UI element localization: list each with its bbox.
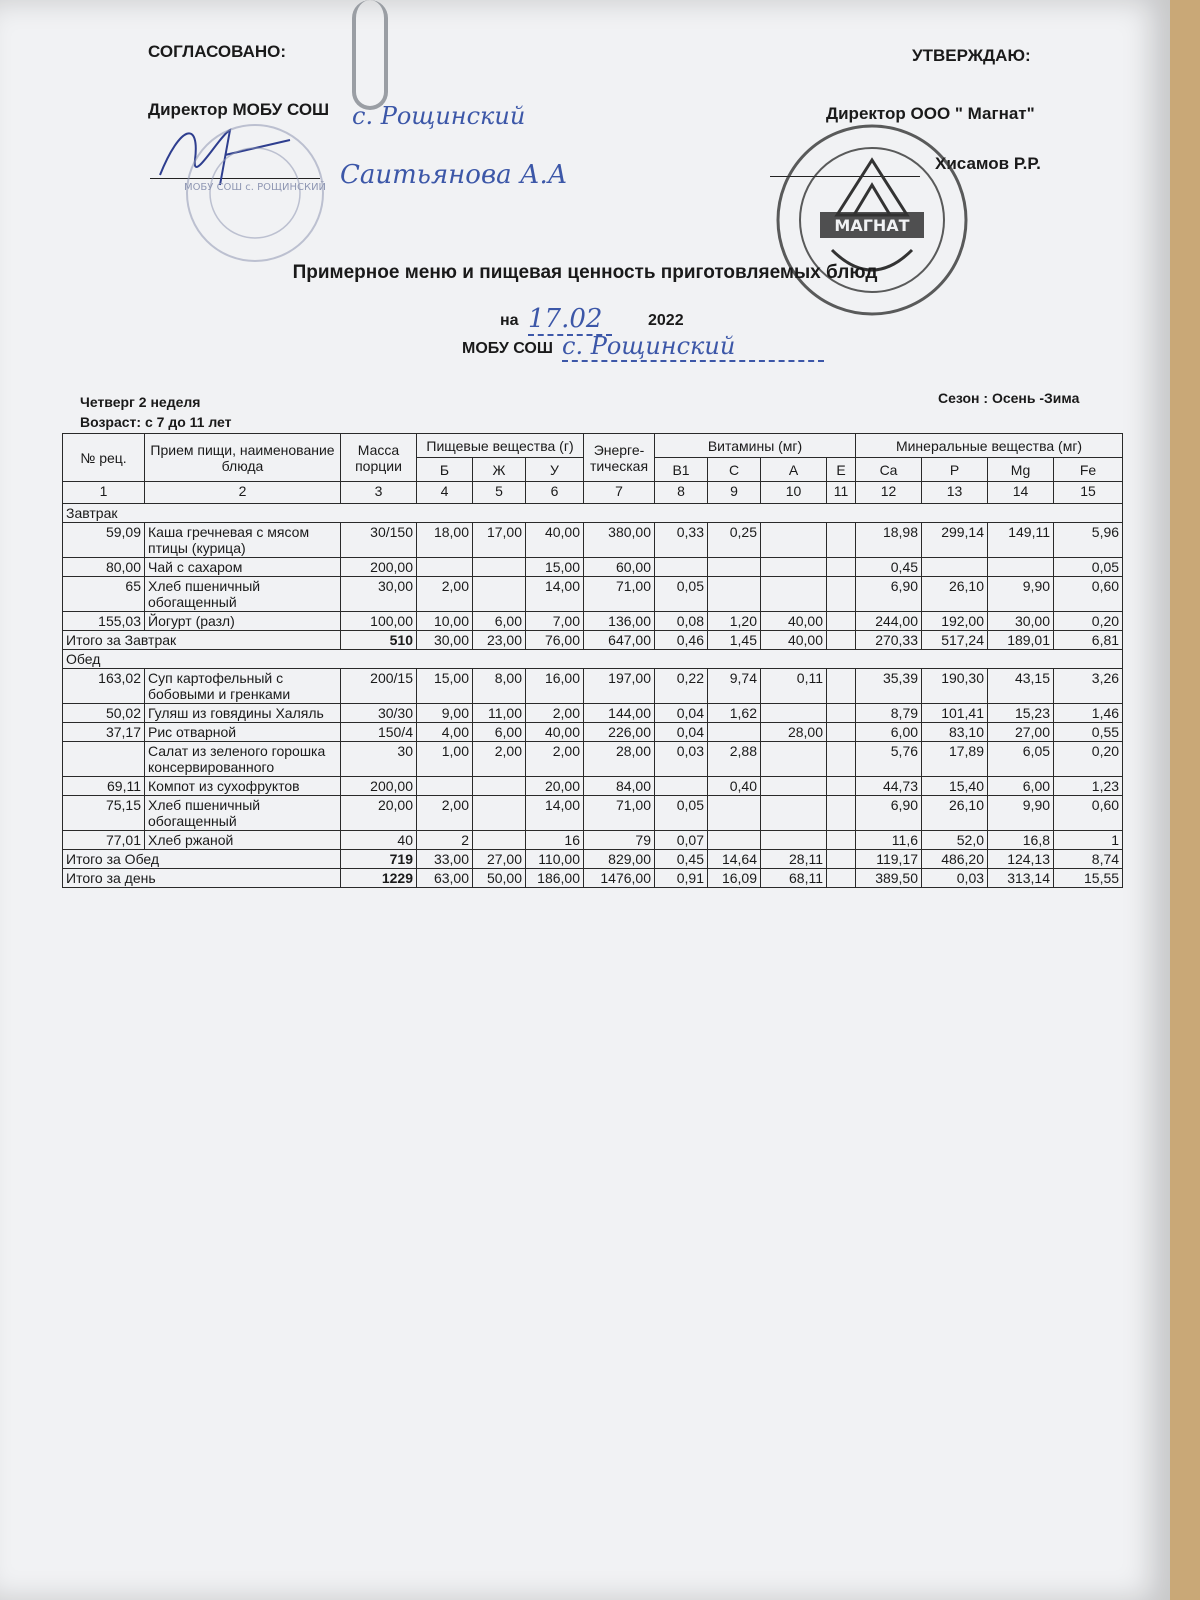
subheader-cell: Fe (1054, 458, 1123, 482)
index-cell: 8 (655, 482, 708, 504)
total-value: 186,00 (526, 869, 584, 888)
value-cell: 0,05 (1054, 558, 1123, 577)
value-cell (761, 558, 827, 577)
value-cell: 3,26 (1054, 669, 1123, 704)
value-cell: 0,08 (655, 612, 708, 631)
value-cell: 1,62 (708, 704, 761, 723)
value-cell (761, 796, 827, 831)
total-mass: 719 (341, 850, 417, 869)
index-cell: 5 (473, 482, 526, 504)
value-cell (988, 558, 1054, 577)
value-cell: 16,00 (526, 669, 584, 704)
value-cell: 83,10 (922, 723, 988, 742)
value-cell: 136,00 (584, 612, 655, 631)
total-value: 6,81 (1054, 631, 1123, 650)
value-cell: 197,00 (584, 669, 655, 704)
total-label: Итого за Обед (63, 850, 341, 869)
value-cell: 7,00 (526, 612, 584, 631)
value-cell: 26,10 (922, 577, 988, 612)
value-cell: 2,00 (526, 704, 584, 723)
table-row (63, 742, 1123, 777)
dish-name: Суп картофельный с бобовыми и гренками (145, 669, 341, 704)
total-value (827, 869, 856, 888)
approve-label: УТВЕРЖДАЮ: (912, 46, 1031, 65)
index-cell: 12 (856, 482, 922, 504)
index-cell: 11 (827, 482, 856, 504)
section-row (63, 650, 1123, 669)
index-cell: 15 (1054, 482, 1123, 504)
agreed-place-handwritten: с. Рощинский (352, 102, 526, 130)
value-cell: 101,41 (922, 704, 988, 723)
value-cell (761, 777, 827, 796)
age-label: Возраст: с 7 до 11 лет (80, 414, 232, 430)
value-cell: 5,76 (856, 742, 922, 777)
value-cell (473, 558, 526, 577)
recipe-number: 37,17 (63, 723, 145, 742)
recipe-number (63, 742, 145, 777)
value-cell: 17,00 (473, 523, 526, 558)
approve-name: Хисамов Р.Р. (935, 154, 1041, 173)
value-cell (761, 523, 827, 558)
table-row (63, 723, 1123, 742)
value-cell: 1,20 (708, 612, 761, 631)
dish-name: Салат из зеленого горошка консервированного (145, 742, 341, 777)
dish-name: Гуляш из говядины Халяль (145, 704, 341, 723)
value-cell: 16,8 (988, 831, 1054, 850)
value-cell (417, 777, 473, 796)
total-value: 829,00 (584, 850, 655, 869)
total-row (63, 631, 1123, 650)
value-cell: 20,00 (341, 796, 417, 831)
value-cell: 0,04 (655, 704, 708, 723)
date-prefix: на (500, 312, 519, 329)
recipe-number: 163,02 (63, 669, 145, 704)
value-cell: 52,0 (922, 831, 988, 850)
value-cell: 10,00 (417, 612, 473, 631)
value-cell (922, 558, 988, 577)
recipe-number: 75,15 (63, 796, 145, 831)
value-cell: 44,73 (856, 777, 922, 796)
value-cell: 200,00 (341, 777, 417, 796)
value-cell (827, 577, 856, 612)
index-cell: 13 (922, 482, 988, 504)
dish-name: Хлеб ржаной (145, 831, 341, 850)
school-stamp (180, 118, 330, 268)
value-cell: 0,04 (655, 723, 708, 742)
section-title: Завтрак (63, 504, 1123, 523)
value-cell: 1 (1054, 831, 1123, 850)
value-cell (761, 704, 827, 723)
value-cell: 0,33 (655, 523, 708, 558)
season-label: Сезон : Осень -Зима (938, 390, 1080, 406)
value-cell: 17,89 (922, 742, 988, 777)
value-cell: 100,00 (341, 612, 417, 631)
total-mass: 1229 (341, 869, 417, 888)
subheader-cell: А (761, 458, 827, 482)
school-prefix: МОБУ СОШ (462, 340, 553, 357)
value-cell: 18,00 (417, 523, 473, 558)
value-cell: 16 (526, 831, 584, 850)
value-cell: 2 (417, 831, 473, 850)
value-cell: 200,00 (341, 558, 417, 577)
total-value: 40,00 (761, 631, 827, 650)
value-cell: 9,90 (988, 577, 1054, 612)
index-cell: 6 (526, 482, 584, 504)
value-cell (473, 796, 526, 831)
value-cell: 9,90 (988, 796, 1054, 831)
recipe-number: 50,02 (63, 704, 145, 723)
total-value: 0,45 (655, 850, 708, 869)
value-cell: 20,00 (526, 777, 584, 796)
total-value: 517,24 (922, 631, 988, 650)
total-value: 0,91 (655, 869, 708, 888)
value-cell: 0,60 (1054, 577, 1123, 612)
value-cell: 6,90 (856, 577, 922, 612)
page-title: Примерное меню и пищевая ценность приготовляемых блюд (292, 262, 878, 283)
value-cell (708, 723, 761, 742)
value-cell (708, 796, 761, 831)
value-cell: 9,00 (417, 704, 473, 723)
index-cell: 2 (145, 482, 341, 504)
index-cell: 3 (341, 482, 417, 504)
value-cell (708, 831, 761, 850)
value-cell: 2,00 (526, 742, 584, 777)
dish-name: Компот из сухофруктов (145, 777, 341, 796)
agreed-name-handwritten: Саитьянова А.А (340, 160, 568, 190)
total-value: 647,00 (584, 631, 655, 650)
weekday-label: Четверг 2 неделя (80, 394, 201, 410)
total-value: 28,11 (761, 850, 827, 869)
paper-clip (352, 0, 388, 110)
value-cell: 15,40 (922, 777, 988, 796)
value-cell: 71,00 (584, 577, 655, 612)
value-cell: 0,25 (708, 523, 761, 558)
index-cell: 10 (761, 482, 827, 504)
value-cell: 0,20 (1054, 612, 1123, 631)
value-cell: 5,96 (1054, 523, 1123, 558)
value-cell: 15,00 (417, 669, 473, 704)
table-row (63, 558, 1123, 577)
value-cell: 0,22 (655, 669, 708, 704)
total-value: 8,74 (1054, 850, 1123, 869)
total-value: 119,17 (856, 850, 922, 869)
value-cell: 1,23 (1054, 777, 1123, 796)
value-cell: 71,00 (584, 796, 655, 831)
value-cell: 8,00 (473, 669, 526, 704)
value-cell: 1,46 (1054, 704, 1123, 723)
total-value: 1,45 (708, 631, 761, 650)
value-cell (708, 558, 761, 577)
subheader-cell: Ж (473, 458, 526, 482)
value-cell (708, 577, 761, 612)
value-cell: 14,00 (526, 577, 584, 612)
value-cell: 6,90 (856, 796, 922, 831)
total-value: 23,00 (473, 631, 526, 650)
menu-table-body (63, 504, 1123, 888)
col-vitamins-header: Витамины (мг) (655, 434, 856, 458)
index-cell: 9 (708, 482, 761, 504)
total-value: 27,00 (473, 850, 526, 869)
total-label: Итого за день (63, 869, 341, 888)
value-cell: 40,00 (761, 612, 827, 631)
value-cell: 200/15 (341, 669, 417, 704)
value-cell: 2,88 (708, 742, 761, 777)
col-minerals-header: Минеральные вещества (мг) (856, 434, 1123, 458)
agreed-label: СОГЛАСОВАНО: (148, 42, 287, 61)
subheader-cell: Mg (988, 458, 1054, 482)
value-cell (761, 577, 827, 612)
subheader-cell: В1 (655, 458, 708, 482)
value-cell: 30 (341, 742, 417, 777)
total-row (63, 869, 1123, 888)
value-cell: 0,11 (761, 669, 827, 704)
table-row (63, 612, 1123, 631)
total-value: 189,01 (988, 631, 1054, 650)
menu-table (62, 433, 1123, 888)
table-row (63, 704, 1123, 723)
school-stamp-text: МОБУ СОШ с. РОЩИНСКИЙ (183, 182, 327, 193)
total-value: 0,46 (655, 631, 708, 650)
dish-name: Йогурт (разл) (145, 612, 341, 631)
value-cell: 18,98 (856, 523, 922, 558)
value-cell: 4,00 (417, 723, 473, 742)
total-value (827, 631, 856, 650)
value-cell: 60,00 (584, 558, 655, 577)
total-value (827, 850, 856, 869)
value-cell: 144,00 (584, 704, 655, 723)
value-cell (655, 777, 708, 796)
subheader-cell: Б (417, 458, 473, 482)
value-cell: 84,00 (584, 777, 655, 796)
recipe-number: 59,09 (63, 523, 145, 558)
dish-name: Хлеб пшеничный обогащенный (145, 796, 341, 831)
total-value: 50,00 (473, 869, 526, 888)
value-cell (417, 558, 473, 577)
total-mass: 510 (341, 631, 417, 650)
value-cell: 1,00 (417, 742, 473, 777)
value-cell (827, 831, 856, 850)
value-cell: 6,00 (988, 777, 1054, 796)
value-cell (827, 723, 856, 742)
value-cell (827, 796, 856, 831)
subheader-cell: Ca (856, 458, 922, 482)
total-value: 76,00 (526, 631, 584, 650)
subheader-cell: С (708, 458, 761, 482)
value-cell: 0,45 (856, 558, 922, 577)
value-cell: 2,00 (473, 742, 526, 777)
value-cell: 150/4 (341, 723, 417, 742)
value-cell: 299,14 (922, 523, 988, 558)
value-cell: 40 (341, 831, 417, 850)
value-cell (827, 612, 856, 631)
subheader-cell: Е (827, 458, 856, 482)
value-cell (827, 704, 856, 723)
value-cell: 6,05 (988, 742, 1054, 777)
col-mass-header: Масса порции (341, 434, 417, 482)
recipe-number: 80,00 (63, 558, 145, 577)
col-rec-header: № рец. (63, 434, 145, 482)
total-value: 14,64 (708, 850, 761, 869)
company-stamp-text: МАГНАТ (834, 216, 910, 235)
value-cell: 30,00 (988, 612, 1054, 631)
value-cell: 149,11 (988, 523, 1054, 558)
value-cell (827, 558, 856, 577)
value-cell: 192,00 (922, 612, 988, 631)
table-row (63, 523, 1123, 558)
value-cell: 14,00 (526, 796, 584, 831)
total-value: 313,14 (988, 869, 1054, 888)
total-value: 68,11 (761, 869, 827, 888)
value-cell: 30/30 (341, 704, 417, 723)
total-value: 1476,00 (584, 869, 655, 888)
value-cell: 79 (584, 831, 655, 850)
value-cell: 0,55 (1054, 723, 1123, 742)
total-row (63, 850, 1123, 869)
value-cell (827, 669, 856, 704)
date-handwritten: 17.02 (528, 304, 612, 336)
value-cell: 15,23 (988, 704, 1054, 723)
date-year: 2022 (648, 312, 684, 329)
dish-name: Хлеб пшеничный обогащенный (145, 577, 341, 612)
total-value: 63,00 (417, 869, 473, 888)
agreed-position: Директор МОБУ СОШ (148, 100, 330, 119)
value-cell: 11,6 (856, 831, 922, 850)
value-cell: 26,10 (922, 796, 988, 831)
value-cell (827, 523, 856, 558)
table-row (63, 796, 1123, 831)
subheader-cell: У (526, 458, 584, 482)
total-label: Итого за Завтрак (63, 631, 341, 650)
table-row (63, 831, 1123, 850)
index-row (63, 482, 1123, 504)
table-row (63, 777, 1123, 796)
value-cell: 11,00 (473, 704, 526, 723)
value-cell (655, 558, 708, 577)
value-cell: 380,00 (584, 523, 655, 558)
table-row (63, 669, 1123, 704)
col-dish-header: Прием пищи, наименование блюда (145, 434, 341, 482)
total-value: 33,00 (417, 850, 473, 869)
dish-name: Чай с сахаром (145, 558, 341, 577)
total-value: 389,50 (856, 869, 922, 888)
value-cell: 244,00 (856, 612, 922, 631)
value-cell (473, 831, 526, 850)
index-cell: 14 (988, 482, 1054, 504)
value-cell: 226,00 (584, 723, 655, 742)
value-cell: 0,05 (655, 796, 708, 831)
company-stamp (772, 120, 972, 320)
recipe-number: 65 (63, 577, 145, 612)
dish-name: Рис отварной (145, 723, 341, 742)
value-cell: 0,60 (1054, 796, 1123, 831)
col-energy-header: Энерге-тическая (584, 434, 655, 482)
value-cell (761, 742, 827, 777)
total-value: 124,13 (988, 850, 1054, 869)
col-nutrients-header: Пищевые вещества (г) (417, 434, 584, 458)
index-cell: 1 (63, 482, 145, 504)
value-cell: 6,00 (473, 612, 526, 631)
value-cell: 28,00 (584, 742, 655, 777)
value-cell: 30/150 (341, 523, 417, 558)
index-cell: 4 (417, 482, 473, 504)
value-cell: 43,15 (988, 669, 1054, 704)
value-cell: 30,00 (341, 577, 417, 612)
value-cell: 0,20 (1054, 742, 1123, 777)
value-cell (827, 777, 856, 796)
total-value: 15,55 (1054, 869, 1123, 888)
recipe-number: 77,01 (63, 831, 145, 850)
value-cell: 15,00 (526, 558, 584, 577)
value-cell: 0,07 (655, 831, 708, 850)
value-cell: 40,00 (526, 723, 584, 742)
value-cell: 28,00 (761, 723, 827, 742)
total-value: 270,33 (856, 631, 922, 650)
value-cell (473, 577, 526, 612)
value-cell: 2,00 (417, 577, 473, 612)
value-cell: 40,00 (526, 523, 584, 558)
total-value: 30,00 (417, 631, 473, 650)
total-value: 110,00 (526, 850, 584, 869)
recipe-number: 155,03 (63, 612, 145, 631)
value-cell: 35,39 (856, 669, 922, 704)
value-cell: 0,40 (708, 777, 761, 796)
dish-name: Каша гречневая с мясом птицы (курица) (145, 523, 341, 558)
value-cell: 27,00 (988, 723, 1054, 742)
school-handwritten: с. Рощинский (562, 332, 824, 362)
total-value: 16,09 (708, 869, 761, 888)
value-cell: 0,05 (655, 577, 708, 612)
value-cell: 8,79 (856, 704, 922, 723)
value-cell (761, 831, 827, 850)
total-value: 486,20 (922, 850, 988, 869)
value-cell: 0,03 (655, 742, 708, 777)
recipe-number: 69,11 (63, 777, 145, 796)
approve-position: Директор ООО " Магнат" (826, 104, 1035, 123)
value-cell: 190,30 (922, 669, 988, 704)
value-cell (827, 742, 856, 777)
index-cell: 7 (584, 482, 655, 504)
value-cell (473, 777, 526, 796)
total-value: 0,03 (922, 869, 988, 888)
table-row (63, 577, 1123, 612)
value-cell: 6,00 (856, 723, 922, 742)
section-row (63, 504, 1123, 523)
value-cell: 6,00 (473, 723, 526, 742)
value-cell: 2,00 (417, 796, 473, 831)
value-cell: 9,74 (708, 669, 761, 704)
subheader-cell: P (922, 458, 988, 482)
section-title: Обед (63, 650, 1123, 669)
